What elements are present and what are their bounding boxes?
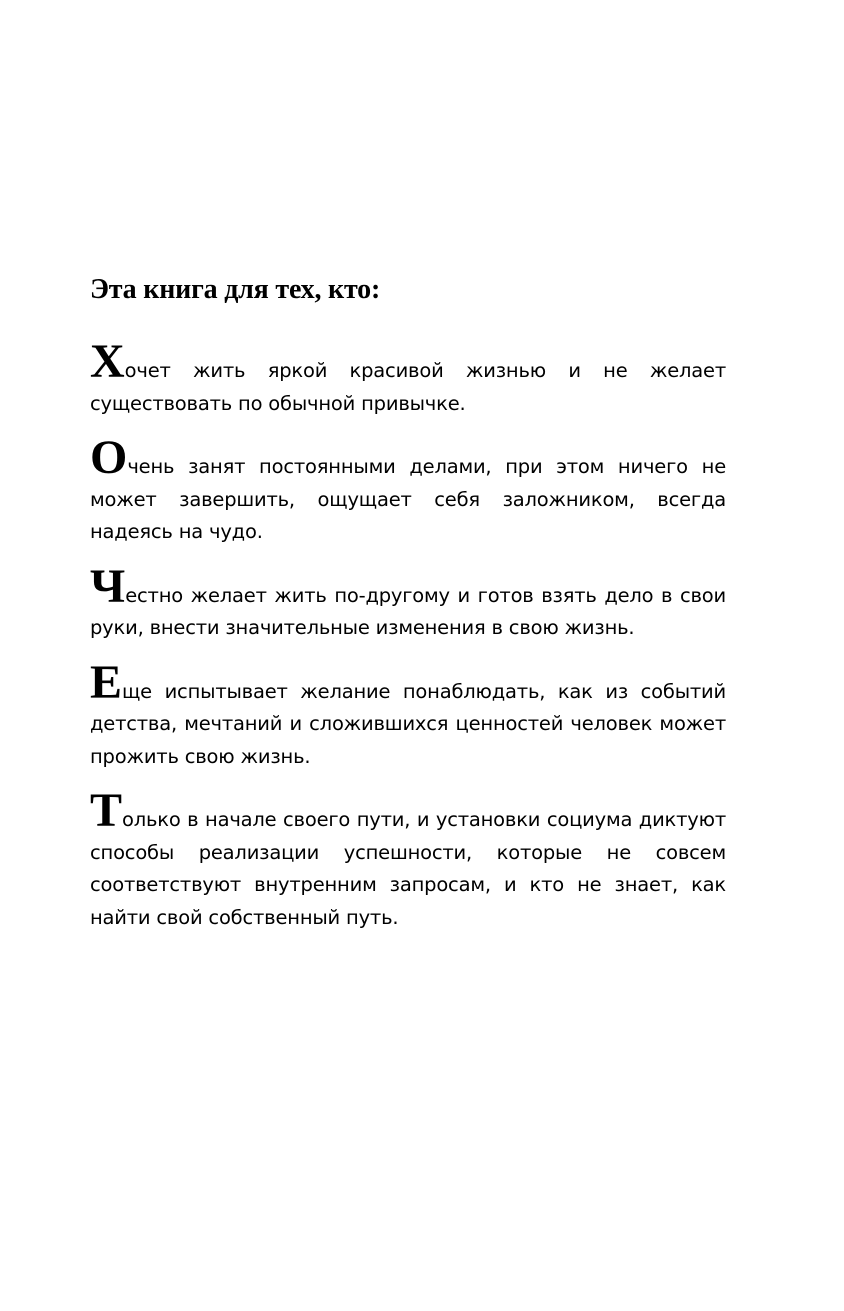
paragraph-text: ще испытывает желание понаблюдать, как из событий детства, мечтаний и сложившихся ценностей человек может прожить свою жизнь.: [90, 679, 726, 768]
list-item: [90, 335, 726, 420]
drop-cap: Ч: [90, 559, 126, 613]
drop-cap: Т: [90, 784, 123, 837]
drop-cap: О: [90, 431, 128, 484]
paragraph-text: естно желает жить по-другому и готов взять дело в свои руки, внести значительные изменения в свою жизнь.: [90, 583, 726, 639]
page-heading: Эта книга для тех, кто:: [90, 274, 381, 305]
book-page: [90, 272, 726, 956]
paragraph-text: олько в начале своего пути, и установки социума диктуют способы реализации успешности, которые не совсем соответствуют внутренним запросам, и кто не знает, как найти свой собственный путь.: [90, 808, 726, 929]
list-item: [90, 655, 726, 774]
list-item: [90, 784, 726, 934]
drop-cap: Х: [90, 335, 125, 388]
paragraph-text: чень занят постоянными делами, при этом ничего не может завершить, ощущает себя заложником, всегда надеясь на чудо.: [90, 455, 726, 543]
list-item: [90, 559, 726, 645]
list-item: [90, 431, 726, 549]
paragraph-text: очет жить яркой красивой жизнью и не желает существовать по обычной привычке.: [90, 359, 726, 415]
drop-cap: Е: [90, 655, 123, 709]
